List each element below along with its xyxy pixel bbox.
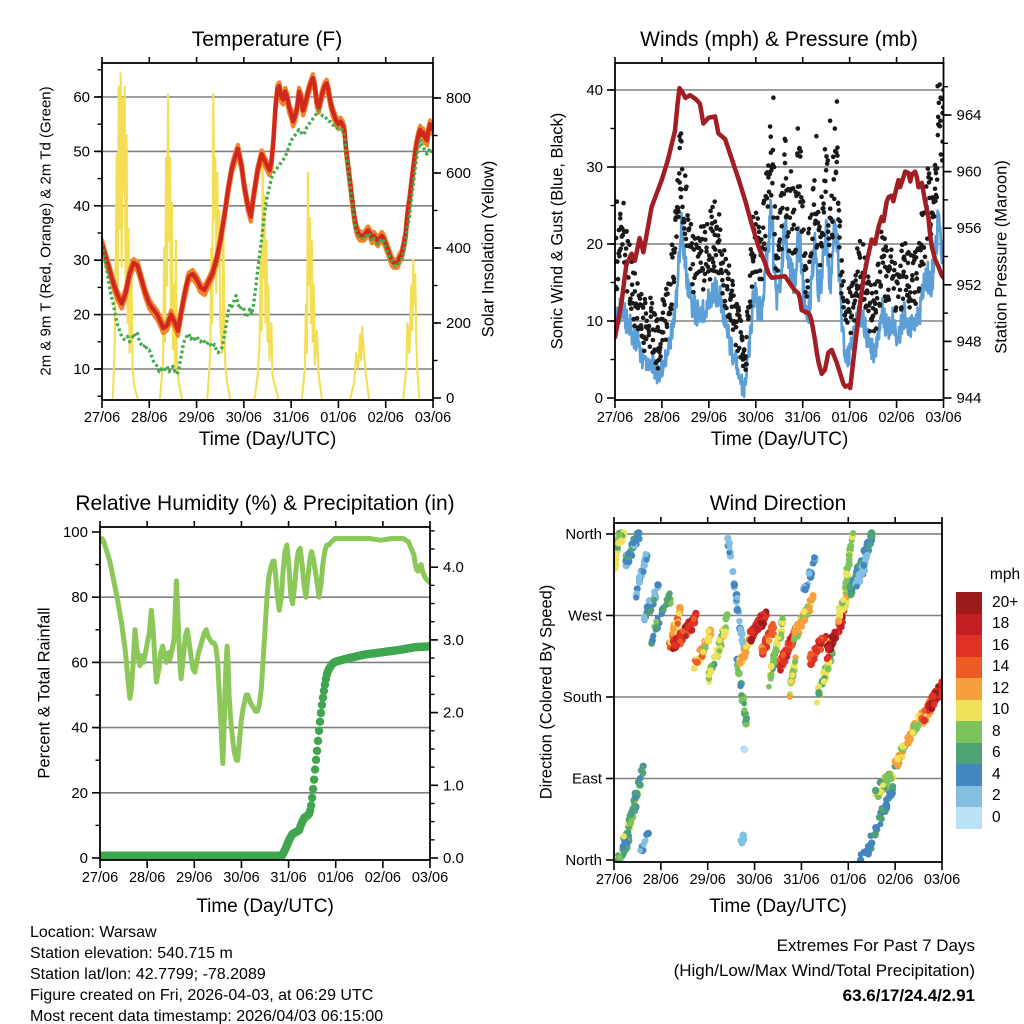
svg-text:200: 200 (446, 315, 472, 332)
colorbar-swatch (956, 614, 982, 636)
humidity-precip-chart-title: Relative Humidity (%) & Precipitation (in) (75, 492, 455, 515)
svg-text:0: 0 (446, 390, 455, 407)
colorbar-swatch (956, 657, 982, 679)
colorbar-label: 8 (992, 722, 1001, 740)
svg-text:800: 800 (446, 90, 472, 107)
footer-created: Figure created on Fri, 2026-04-03, at 06:29 UTC (30, 987, 374, 1004)
colorbar-row (956, 786, 1024, 808)
svg-text:960: 960 (956, 163, 982, 181)
footer-location: Location: Warsaw (30, 924, 157, 941)
temperature-series (102, 73, 433, 398)
temperature-yaxis-left-label-text: 2m & 9m T (Red, Orange) & 2m Td (Green) (37, 86, 55, 376)
svg-text:27/06: 27/06 (83, 410, 121, 426)
colorbar-swatch (956, 743, 982, 765)
svg-text:0: 0 (79, 850, 88, 867)
svg-text:600: 600 (446, 165, 472, 182)
svg-text:03/06: 03/06 (923, 872, 961, 888)
winds-pressure-chart-title: Winds (mph) & Pressure (mb) (640, 28, 918, 51)
svg-text:100: 100 (62, 524, 88, 541)
colorbar-row (956, 721, 1024, 743)
svg-text:20: 20 (586, 236, 603, 253)
svg-text:30: 30 (73, 252, 90, 270)
svg-text:30: 30 (586, 159, 603, 176)
colorbar-label: 10 (992, 701, 1010, 719)
svg-text:01/06: 01/06 (830, 872, 867, 888)
colorbar-row (956, 592, 1024, 614)
colorbar-row (956, 657, 1024, 679)
humidity-axes (63, 521, 464, 886)
svg-text:01/06: 01/06 (320, 410, 357, 426)
wind-direction-chart-title: Wind Direction (709, 492, 847, 515)
colorbar-label: 20+ (992, 593, 1019, 611)
svg-text:28/06: 28/06 (642, 872, 680, 888)
svg-text:4.0: 4.0 (443, 559, 464, 577)
colorbar-row (956, 700, 1024, 722)
svg-text:400: 400 (446, 240, 472, 257)
svg-text:31/06: 31/06 (272, 410, 310, 426)
svg-text:West: West (568, 607, 602, 625)
svg-text:952: 952 (956, 276, 982, 294)
colorbar-label: 16 (992, 636, 1010, 654)
svg-text:50: 50 (73, 143, 90, 161)
colorbar-label: 2 (992, 787, 1001, 805)
colorbar-label: 4 (992, 765, 1001, 783)
colorbar-swatch (956, 635, 982, 657)
colorbar-swatch (956, 700, 982, 722)
extremes-subheading: (High/Low/Max Wind/Total Precipitation) (673, 961, 975, 980)
svg-text:27/06: 27/06 (81, 870, 119, 886)
svg-text:964: 964 (956, 107, 982, 124)
svg-text:North: North (565, 852, 602, 869)
svg-text:0.0: 0.0 (443, 850, 464, 867)
svg-text:40: 40 (71, 719, 88, 737)
winds-yaxis-left-label-text: Sonic Wind & Gust (Blue, Black) (548, 112, 567, 350)
svg-text:South: South (562, 688, 602, 706)
colorbar-swatch (956, 592, 982, 614)
humidity-yaxis-left-label-text: Percent & Total Rainfall (35, 607, 54, 779)
colorbar-swatch (956, 764, 982, 786)
wind-direction-axes (563, 517, 960, 888)
svg-text:948: 948 (956, 333, 982, 351)
colorbar-row (956, 614, 1024, 636)
colorbar-label: 14 (992, 658, 1010, 676)
colorbar-row (956, 807, 1024, 829)
svg-text:03/06: 03/06 (925, 410, 962, 426)
footer-timestamp: Most recent data timestamp: 2026/04/03 06:15:00 (30, 1008, 384, 1024)
svg-text:1.0: 1.0 (443, 777, 464, 795)
svg-text:60: 60 (71, 654, 88, 672)
svg-text:27/06: 27/06 (595, 872, 633, 888)
svg-text:60: 60 (73, 89, 90, 106)
svg-text:02/06: 02/06 (878, 410, 915, 426)
colorbar-label: 6 (992, 744, 1001, 762)
colorbar-swatch (956, 786, 982, 808)
svg-text:0: 0 (594, 390, 603, 407)
extremes-values: 63.6/17/24.4/2.91 (842, 986, 975, 1005)
colorbar-swatch (956, 721, 982, 743)
pressure-yaxis-right-label-text: Station Pressure (Maroon) (992, 160, 1011, 354)
svg-text:40: 40 (73, 197, 90, 215)
speed-colorbar (956, 592, 1024, 829)
svg-text:01/06: 01/06 (831, 410, 868, 426)
temperature-chart-title: Temperature (F) (191, 28, 343, 51)
colorbar-label: 12 (992, 679, 1010, 697)
svg-text:30/06: 30/06 (225, 410, 263, 426)
temperature-xaxis-label: Time (Day/UTC) (198, 429, 337, 450)
svg-text:31/06: 31/06 (270, 870, 307, 886)
colorbar-swatch (956, 807, 982, 829)
svg-text:29/06: 29/06 (689, 872, 726, 888)
humidity-xaxis-label: Time (Day/UTC) (196, 896, 334, 917)
svg-text:02/06: 02/06 (876, 872, 914, 888)
svg-text:29/06: 29/06 (690, 410, 728, 426)
colorbar-row (956, 743, 1024, 765)
colorbar-swatch (956, 678, 982, 700)
svg-text:3.0: 3.0 (443, 631, 464, 649)
svg-text:29/06: 29/06 (178, 410, 215, 426)
extremes-heading: Extremes For Past 7 Days (776, 936, 975, 955)
svg-text:944: 944 (956, 390, 982, 407)
svg-text:30/06: 30/06 (736, 872, 773, 888)
footer-elevation: Station elevation: 540.715 m (30, 945, 233, 962)
colorbar-label: 0 (992, 808, 1001, 826)
svg-text:956: 956 (956, 220, 982, 238)
svg-text:20: 20 (71, 784, 88, 802)
svg-text:28/06: 28/06 (643, 410, 681, 426)
wind-direction-yaxis-label-text: Direction (Colored By Speed) (537, 584, 556, 800)
svg-text:27/06: 27/06 (596, 410, 634, 426)
svg-text:10: 10 (73, 361, 90, 378)
colorbar-row (956, 635, 1024, 657)
colorbar-title: mph (989, 566, 1021, 583)
svg-text:28/06: 28/06 (128, 870, 166, 886)
gridlines (614, 534, 942, 779)
svg-text:03/06: 03/06 (411, 870, 449, 886)
svg-text:30/06: 30/06 (737, 410, 774, 426)
svg-text:East: East (571, 770, 602, 788)
winds-series (613, 82, 946, 397)
colorbar-row (956, 678, 1024, 700)
svg-text:01/06: 01/06 (317, 870, 354, 886)
svg-text:31/06: 31/06 (783, 872, 820, 888)
svg-text:02/06: 02/06 (367, 410, 404, 426)
wind-direction-xaxis-label: Time (Day/UTC) (709, 896, 847, 917)
svg-text:29/06: 29/06 (176, 870, 213, 886)
svg-text:03/06: 03/06 (414, 410, 452, 426)
svg-text:10: 10 (586, 313, 603, 330)
svg-text:2.0: 2.0 (443, 704, 464, 722)
svg-text:31/06: 31/06 (784, 410, 821, 426)
humidity-series (96, 539, 434, 861)
svg-text:North: North (565, 525, 602, 543)
svg-text:20: 20 (73, 306, 90, 324)
svg-text:80: 80 (71, 589, 88, 607)
solar-yaxis-label-text: Solar Insolation (Yellow) (479, 160, 498, 338)
svg-text:28/06: 28/06 (131, 410, 168, 426)
colorbar-label: 18 (992, 615, 1010, 633)
svg-text:02/06: 02/06 (364, 870, 402, 886)
colorbar-row (956, 764, 1024, 786)
svg-text:40: 40 (586, 82, 603, 99)
footer-latlon: Station lat/lon: 42.7799; -78.2089 (30, 966, 266, 983)
winds-xaxis-label: Time (Day/UTC) (710, 429, 849, 450)
svg-text:30/06: 30/06 (223, 870, 260, 886)
